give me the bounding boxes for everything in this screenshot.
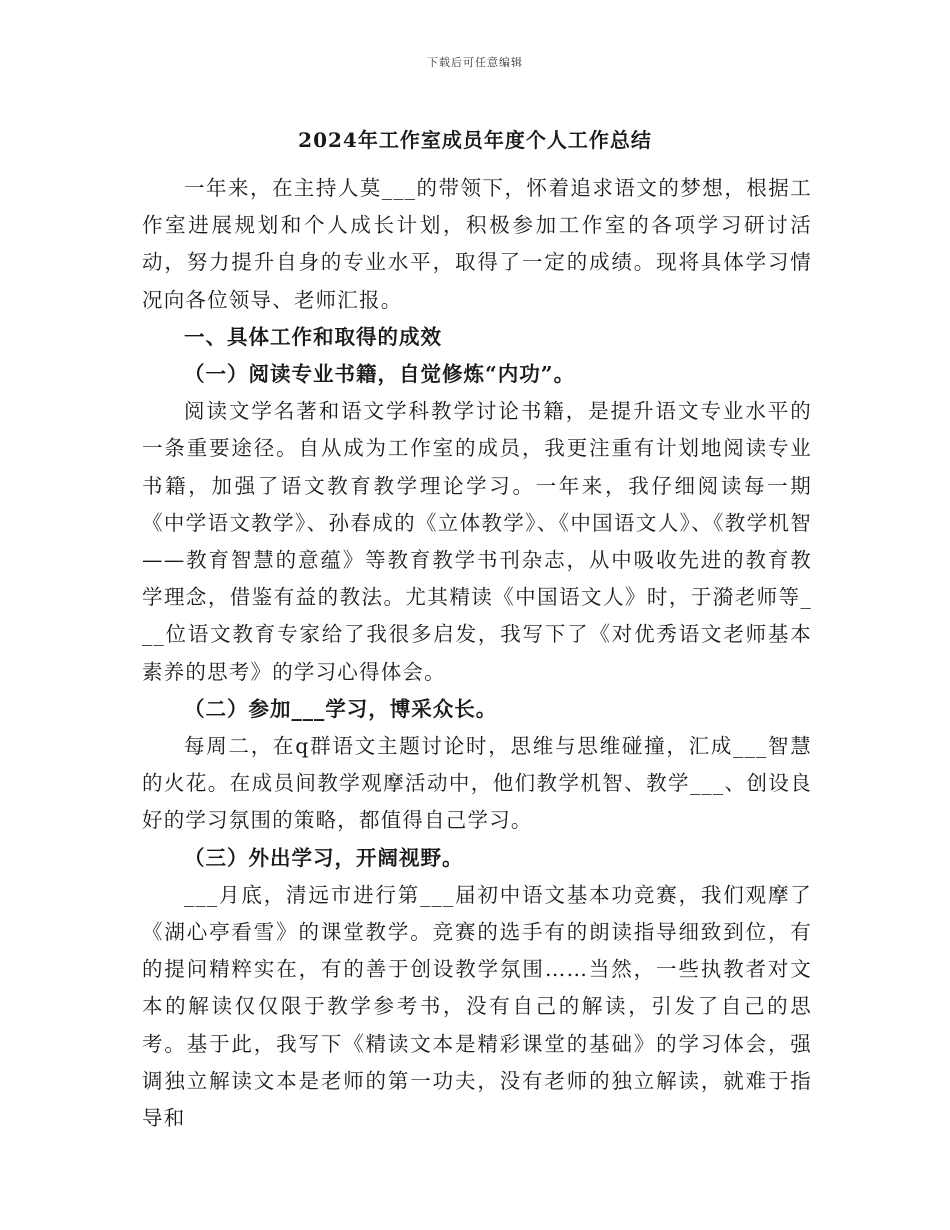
document-body [142, 170, 812, 1137]
subsection-heading-2: （二）参加___学习，博采众长。 [184, 696, 498, 721]
body-paragraph-reading: 阅读文学名著和语文学科教学讨论书籍，是提升语文专业水平的一条重要途径。自从成为工作室的成员，我更注重有计划地阅读专业书籍，加强了语文教育教学理论学习。一年来，我仔细阅读每一期《中学语文教学》、孙春成的《立体教学》、《中国语文人》、《教学机智——教育智慧的意蕴》等教育教学书刊杂志，从中吸收先进的教育教学理念，借鉴有益的教法。尤其精读《中国语文人》时，于漪老师等___位语文教育专家给了我很多启发，我写下了《对优秀语文老师基本素养的思考》的学习心得体会。 [142, 399, 812, 684]
body-paragraph-participation: 每周二，在q群语文主题讨论时，思维与思维碰撞，汇成___智慧的火花。在成员间教学观摩活动中，他们教学机智、教学___、创设良好的学习氛围的策略，都值得自己学习。 [142, 734, 812, 833]
subsection-heading-1: （一）阅读专业书籍，自觉修炼“内功”。 [184, 362, 576, 387]
section-heading-1: 一、具体工作和取得的成效 [184, 324, 442, 349]
subsection-heading-3: （三）外出学习，开阔视野。 [184, 845, 464, 870]
body-paragraph-study-trip: ___月底，清远市进行第___届初中语文基本功竞赛，我们观摩了《湖心亭看雪》的课堂教学。竞赛的选手有的朗读指导细致到位，有的提问精粹实在，有的善于创设教学氛围……当然，一些执教者对文本的解读仅仅限于教学参考书，没有自己的解读，引发了自己的思考。基于此，我写下《精读文本是精彩课堂的基础》的学习体会，强调独立解读文本是老师的第一功夫，没有老师的独立解读，就难于指导和 [142, 882, 812, 1131]
document-title: 2024年工作室成员年度个人工作总结 [298, 128, 652, 152]
header-note: 下载后可任意编辑 [427, 56, 523, 69]
intro-paragraph: 一年来，在主持人莫___的带领下，怀着追求语文的梦想，根据工作室进展规划和个人成长计划，积极参加工作室的各项学习研讨活动，努力提升自身的专业水平，取得了一定的成绩。现将具体学习情况向各位领导、老师汇报。 [142, 176, 812, 312]
